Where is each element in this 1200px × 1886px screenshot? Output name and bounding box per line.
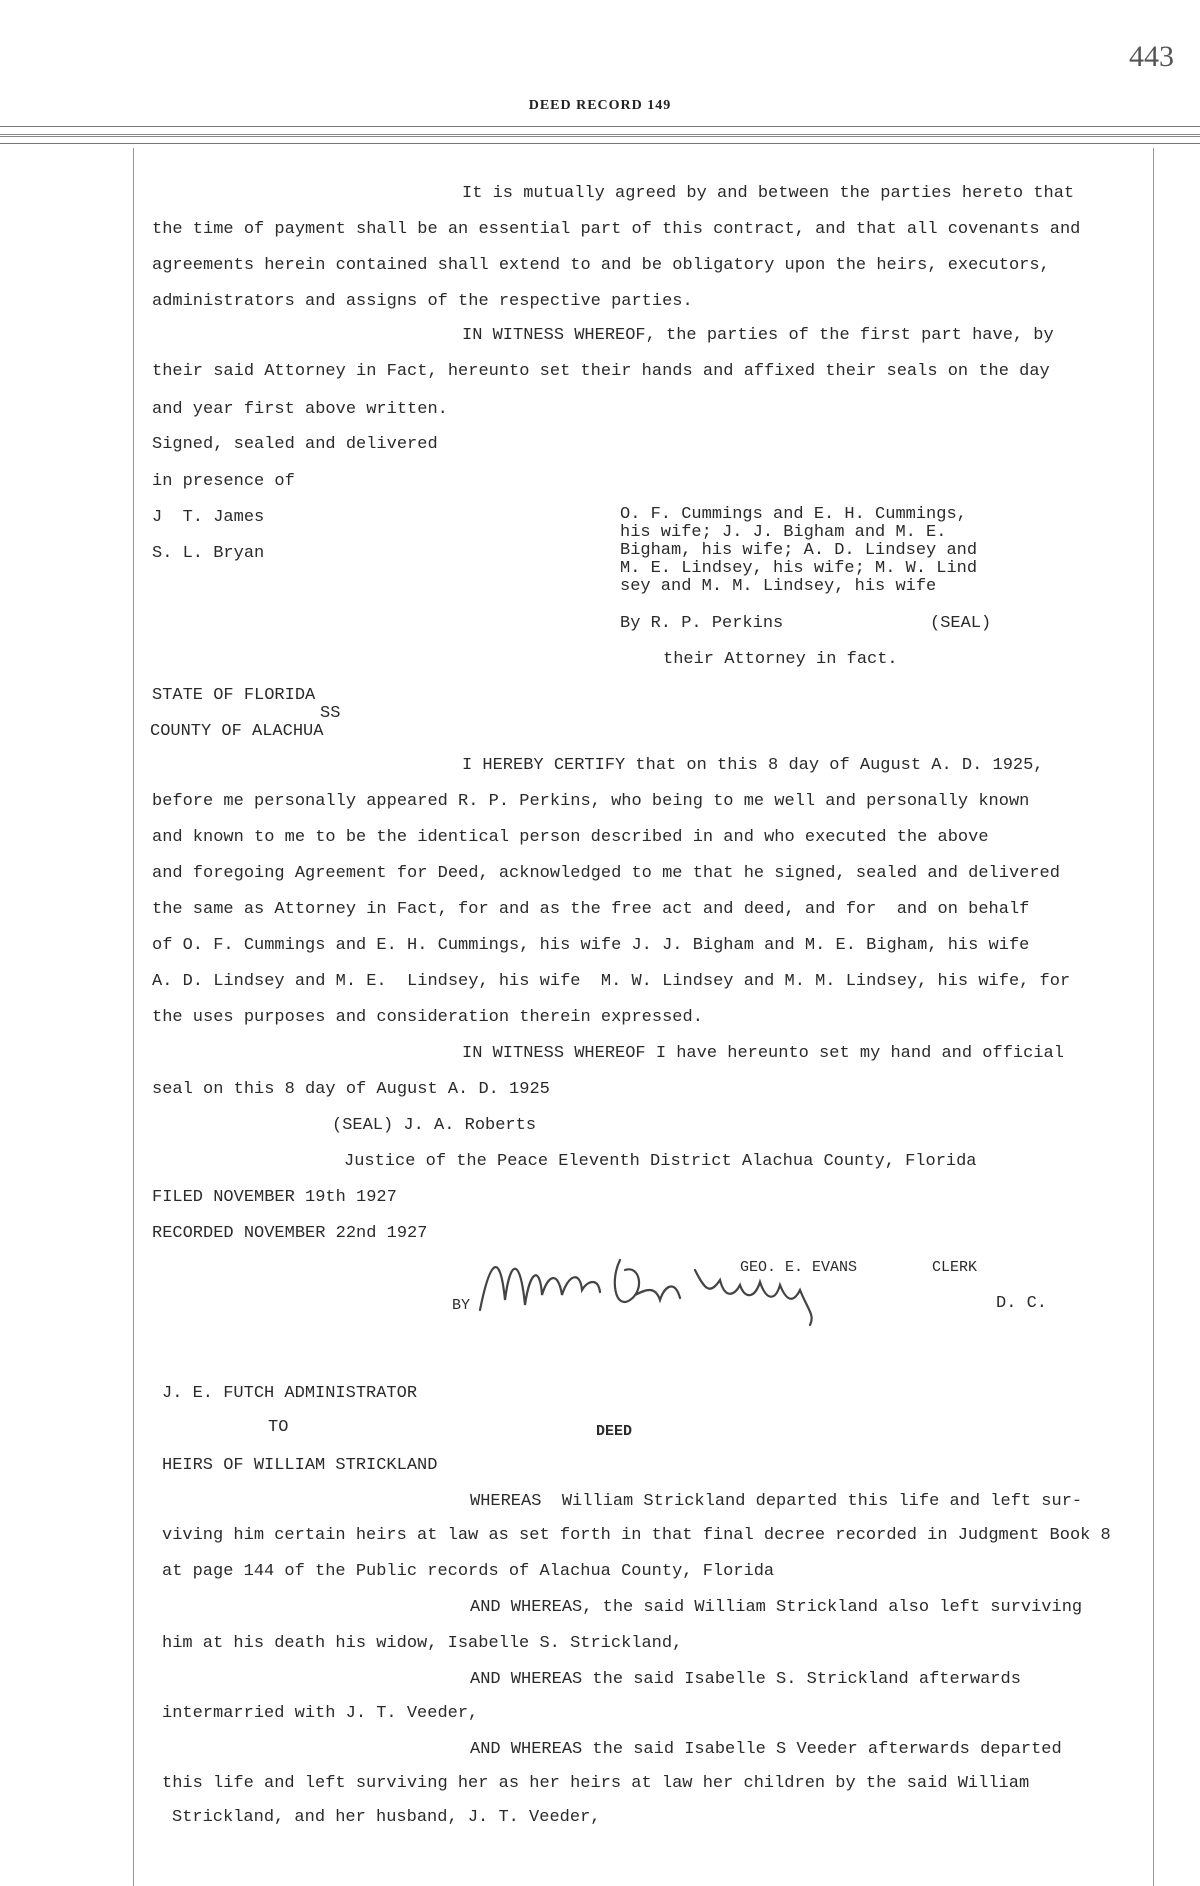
text-line: the uses purposes and consideration therein expressed.	[152, 1008, 703, 1027]
text-line: IN WITNESS WHEREOF, the parties of the first part have, by	[462, 326, 1054, 345]
text-line: AND WHEREAS the said Isabelle S Veeder afterwards departed	[470, 1740, 1062, 1759]
text-line: agreements herein contained shall extend to and be obligatory upon the heirs, executors,	[152, 256, 1050, 275]
text-line: AND WHEREAS the said Isabelle S. Strickland afterwards	[470, 1670, 1021, 1689]
text-line: WHEREAS William Strickland departed this life and left sur-	[470, 1492, 1083, 1511]
text-line: administrators and assigns of the respective parties.	[152, 292, 693, 311]
text-line: IN WITNESS WHEREOF I have hereunto set my hand and official	[462, 1044, 1064, 1063]
header-rule-lower	[0, 143, 1200, 144]
header-rule	[0, 126, 1200, 127]
signed-line: Signed, sealed and delivered	[152, 435, 438, 454]
grantor-line: sey and M. M. Lindsey, his wife	[620, 577, 937, 596]
text-line: the time of payment shall be an essential part of this contract, and that all covenants and	[152, 220, 1081, 239]
text-line: this life and left surviving her as her heirs at law her children by the said William	[162, 1774, 1030, 1793]
signed-line: in presence of	[152, 472, 295, 491]
clerk-title: CLERK	[932, 1259, 978, 1276]
text-line: I HEREBY CERTIFY that on this 8 day of August A. D. 1925,	[462, 756, 1044, 775]
text-line: Strickland, and her husband, J. T. Veeder,	[172, 1808, 601, 1827]
seal-mark: (SEAL)	[930, 614, 992, 633]
by-label: BY	[452, 1297, 471, 1314]
page-number: 443	[1129, 40, 1174, 73]
notary-title-line: Justice of the Peace Eleventh District Alachua County, Florida	[344, 1152, 977, 1171]
filed-date: FILED NOVEMBER 19th 1927	[152, 1188, 397, 1207]
text-line: at page 144 of the Public records of Alachua County, Florida	[162, 1562, 775, 1581]
by-attorney-line: By R. P. Perkins	[620, 614, 784, 633]
text-line: viving him certain heirs at law as set forth in that final decree recorded in Judgment Book 8	[162, 1526, 1111, 1545]
text-line: of O. F. Cummings and E. H. Cummings, his wife J. J. Bigham and M. E. Bigham, his wife	[152, 936, 1030, 955]
left-margin-line	[133, 148, 134, 1886]
deputy-clerk-label: D. C.	[996, 1294, 1048, 1313]
text-line: their said Attorney in Fact, hereunto set their hands and affixed their seals on the day	[152, 362, 1050, 381]
notary-signature-line: (SEAL) J. A. Roberts	[332, 1116, 537, 1135]
handwritten-signature	[470, 1240, 860, 1330]
grantor-heading: J. E. FUTCH ADMINISTRATOR	[162, 1384, 418, 1403]
text-line: him at his death his widow, Isabelle S. Strickland,	[162, 1634, 683, 1653]
grantee-heading: HEIRS OF WILLIAM STRICKLAND	[162, 1456, 438, 1475]
text-line: and foregoing Agreement for Deed, acknowledged to me that he signed, sealed and delivered	[152, 864, 1060, 883]
right-margin-line	[1153, 148, 1154, 1886]
page-header-title: DEED RECORD 149	[528, 98, 672, 113]
grantor-line: M. E. Lindsey, his wife; M. W. Lind	[620, 559, 978, 578]
attorney-in-fact-line: their Attorney in fact.	[663, 650, 898, 669]
county-line: COUNTY OF ALACHUA	[150, 722, 324, 741]
grantor-line: his wife; J. J. Bigham and M. E.	[620, 523, 947, 542]
text-line: and year first above written.	[152, 400, 448, 419]
grantor-line: O. F. Cummings and E. H. Cummings,	[620, 505, 967, 524]
grantor-line: Bigham, his wife; A. D. Lindsey and	[620, 541, 978, 560]
to-label: TO	[268, 1418, 289, 1437]
text-line: seal on this 8 day of August A. D. 1925	[152, 1080, 550, 1099]
text-line: AND WHEREAS, the said William Strickland also left surviving	[470, 1598, 1083, 1617]
text-line: A. D. Lindsey and M. E. Lindsey, his wife M. W. Lindsey and M. M. Lindsey, his wife, for	[152, 972, 1071, 991]
witness-name: J T. James	[152, 508, 265, 527]
text-line: intermarried with J. T. Veeder,	[162, 1704, 479, 1723]
text-line: the same as Attorney in Fact, for and as the free act and deed, and for and on behalf	[152, 900, 1030, 919]
clerk-name: GEO. E. EVANS	[740, 1259, 858, 1276]
text-line: It is mutually agreed by and between the parties hereto that	[462, 184, 1075, 203]
instrument-type: DEED	[596, 1423, 633, 1440]
witness-name: S. L. Bryan	[152, 544, 265, 563]
ss-mark: SS	[320, 704, 341, 723]
header-double-rule	[0, 134, 1200, 137]
state-line: STATE OF FLORIDA	[152, 686, 316, 705]
text-line: and known to me to be the identical person described in and who executed the above	[152, 828, 989, 847]
recorded-date: RECORDED NOVEMBER 22nd 1927	[152, 1224, 428, 1243]
text-line: before me personally appeared R. P. Perkins, who being to me well and personally known	[152, 792, 1030, 811]
